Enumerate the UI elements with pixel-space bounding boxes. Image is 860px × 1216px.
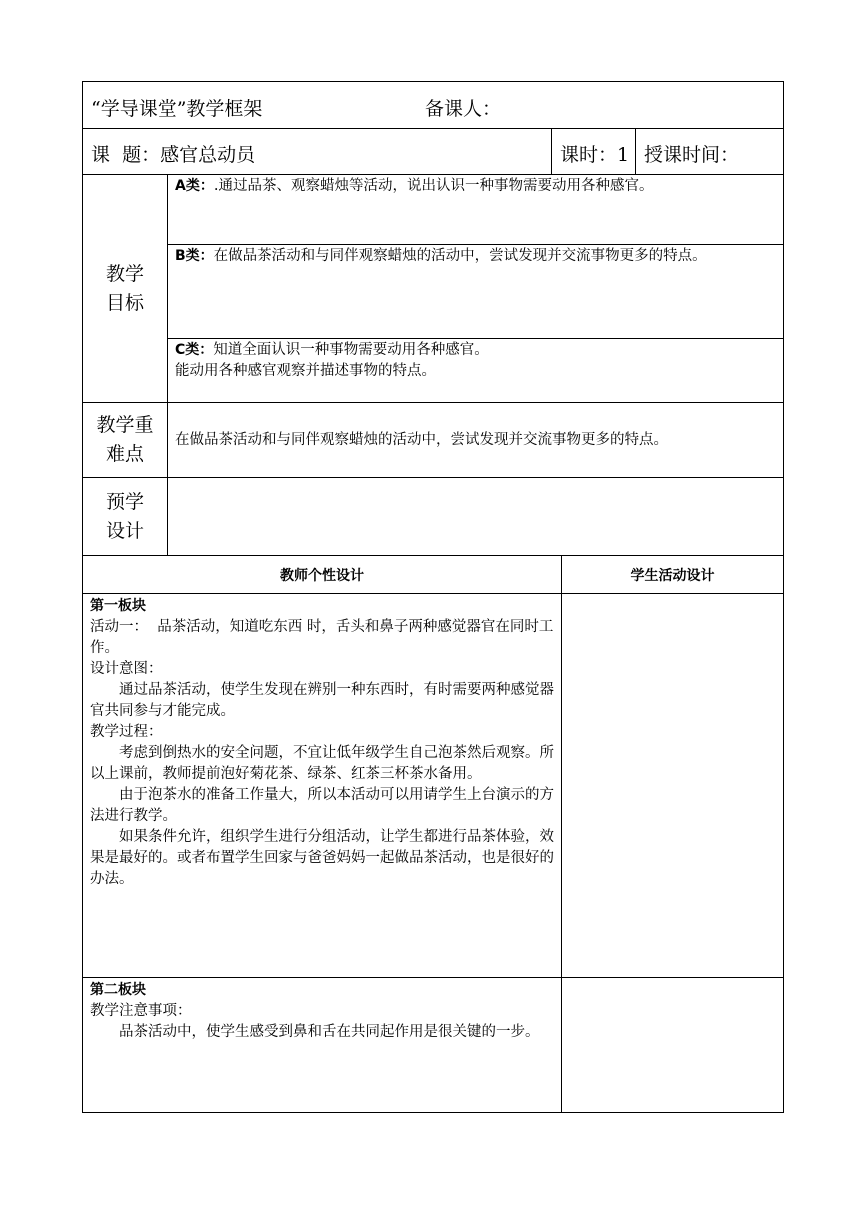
period-label: 课时： [560,144,618,166]
goals-content [167,175,783,402]
topic-row [82,128,784,174]
topic-label: 课 题： [91,144,161,166]
student-design-header: 学生活动设计 [561,556,783,593]
preview-label: 预学设计 [105,490,144,542]
key-points-text: 在做品茶活动和与同伴观察蜡烛的活动中，尝试发现并交流事物更多的特点。 [167,403,783,477]
design-header-row [82,555,784,593]
block1-paragraph-1: 考虑到倒热水的安全问题，不宜让低年级学生自己泡茶然后观察。所以上课前，教师提前泡好菊花茶、绿茶、红茶三杯茶水备用。 [90,745,554,782]
block2-student [561,978,783,1112]
period-cell [551,129,635,174]
block2-notes-label: 教学注意事项： [90,1003,192,1019]
block1-teacher [83,594,561,977]
period-value: 1 [617,144,630,166]
block1-intent-label: 设计意图： [90,661,163,677]
goal-c: C类：知道全面认识一种事物需要动用各种感官。 能动用各种感官观察并描述事物的特点。 [175,342,489,379]
time-label: 授课时间： [644,144,740,166]
key-points-row [82,402,784,477]
block2-row [82,977,784,1113]
topic-value: 感官总动员 [160,144,256,166]
block1-title: 第一板块 [90,598,146,614]
block1-paragraph-2: 由于泡茶水的准备工作量大，所以本活动可以用请学生上台演示的方法进行教学。 [90,787,554,824]
time-cell [635,129,783,174]
block2-title: 第二板块 [90,982,146,998]
preview-row [82,477,784,555]
block1-student [561,594,783,977]
goals-row [82,174,784,402]
block1-process-label: 教学过程： [90,724,163,740]
key-points-label: 教学重难点 [96,414,154,465]
block1-activity: 活动一： 品茶活动，知道吃东西 时，舌头和鼻子两种感觉器官在同时工作。 [90,619,554,656]
block2-paragraph-1: 品茶活动中，使学生感受到鼻和舌在共同起作用是很关键的一步。 [119,1024,540,1040]
framework-title: “学导课堂”教学框架 [91,98,263,120]
goal-a: A类：.通过品茶、观察蜡烛等活动，说出认识一种事物需要动用各种感官。 [168,175,783,245]
block1-row [82,593,784,977]
block1-intent-text: 通过品茶活动，使学生发现在辨别一种东西时，有时需要两种感觉器官共同参与才能完成。 [90,682,554,719]
block1-paragraph-3: 如果条件允许，组织学生进行分组活动，让学生都进行品茶体验，效果是最好的。或者布置学生回家与爸爸妈妈一起做品茶活动，也是很好的办法。 [90,829,554,887]
preview-content [167,478,783,555]
preparer-label: 备课人： [425,98,502,120]
header-row [82,81,784,128]
topic-cell [83,129,551,174]
block2-teacher [83,978,561,1112]
goals-label: 教学目标 [105,262,144,314]
goal-b: B类：在做品茶活动和与同伴观察蜡烛的活动中，尝试发现并交流事物更多的特点。 [168,245,783,339]
lesson-plan-table [82,81,784,1113]
teacher-design-header: 教师个性设计 [280,567,364,584]
